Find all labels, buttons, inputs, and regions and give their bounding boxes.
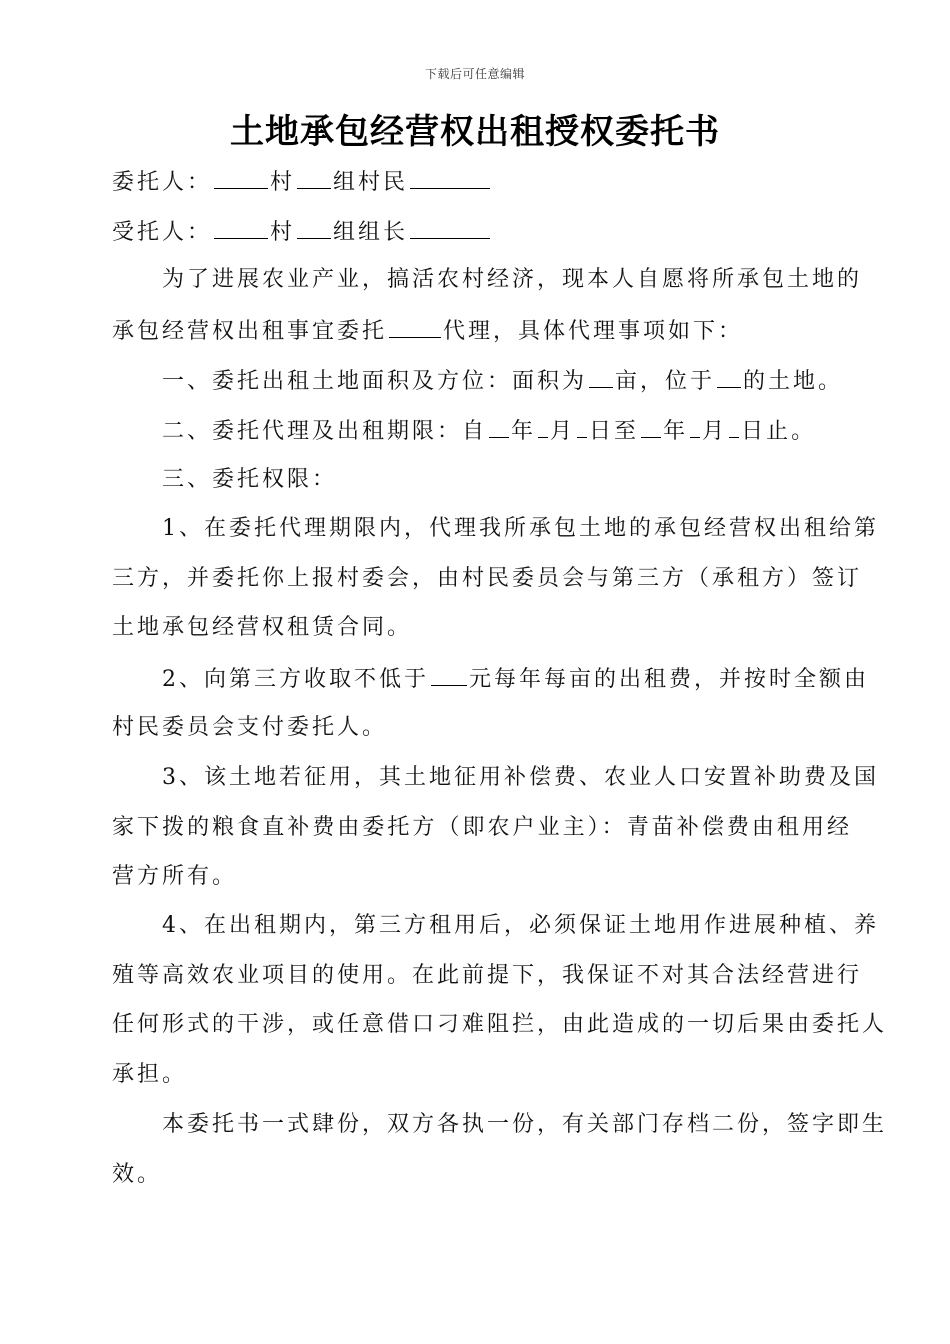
agent-name-blank[interactable]: [410, 216, 490, 239]
agent-line: [112, 216, 852, 248]
p2-line-2: 村民委员会支付委托人。: [112, 715, 388, 740]
p4-line-1: 4、在出租期内，第三方租用后，必须保证土地用作进展种植、养: [162, 913, 879, 938]
rent-blank[interactable]: [431, 663, 467, 686]
item-2-e: 年: [663, 419, 689, 444]
p4-line-3: 任何形式的干涉，或任意借口刁难阻拦，由此造成的一切后果由委托人: [112, 1012, 888, 1037]
item-1-c: 的土地。: [743, 369, 844, 394]
principal-label: 委托人：: [112, 170, 213, 195]
closing-line-2: 效。: [112, 1162, 163, 1187]
principal-name-blank[interactable]: [410, 166, 490, 189]
item-2-a: 二、委托代理及出租期限：自: [162, 419, 488, 444]
principal-village-blank[interactable]: [214, 166, 268, 189]
item-2-d: 日至: [589, 419, 640, 444]
item-1-a: 一、委托出租土地面积及方位：面积为: [162, 369, 588, 394]
start-day-blank[interactable]: [577, 415, 587, 438]
start-month-blank[interactable]: [538, 415, 548, 438]
p3-line-1: 3、该土地若征用，其土地征用补偿费、农业人口安置补助费及国: [162, 765, 879, 790]
area-blank[interactable]: [589, 365, 613, 388]
start-year-blank[interactable]: [489, 415, 509, 438]
intro-line-2-b: 代理，具体代理事项如下：: [443, 319, 744, 344]
p3-line-3: 营方所有。: [112, 864, 238, 889]
item-2-f: 月: [702, 419, 728, 444]
p3-line-2: 家下拨的粮食直补费由委托方（即农户业主）：青苗补偿费由租用经: [112, 815, 852, 840]
end-year-blank[interactable]: [641, 415, 661, 438]
intro-line-2-a: 承包经营权出租事宜委托: [112, 319, 388, 344]
end-month-blank[interactable]: [690, 415, 700, 438]
location-blank[interactable]: [717, 365, 741, 388]
principal-village-label: 村: [270, 170, 296, 195]
header-note: 下载后可任意编辑: [424, 67, 525, 81]
item-2: [162, 415, 852, 447]
item-1-b: 亩，位于: [615, 369, 716, 394]
p1-line-1: 1、在委托代理期限内，代理我所承包土地的承包经营权出租给第: [162, 516, 879, 541]
agent-group-label: 组组长: [333, 220, 409, 245]
p1-line-2: 三方，并委托你上报村委会，由村民委员会与第三方（承租方）签订: [112, 566, 863, 591]
item-2-b: 年: [511, 419, 537, 444]
p2-line-1: [162, 663, 870, 695]
p2-line-1-a: 2、向第三方收取不低于: [162, 667, 429, 692]
agent-group-blank[interactable]: [297, 216, 331, 239]
item-2-c: 月: [550, 419, 576, 444]
agent-label: 受托人：: [112, 220, 213, 245]
item-3: 三、委托权限：: [162, 467, 338, 492]
intro-line-1: 为了进展农业产业，搞活农村经济，现本人自愿将所承包土地的: [162, 267, 863, 292]
principal-group-label: 组村民: [333, 170, 409, 195]
agent-blank[interactable]: [389, 315, 441, 338]
p2-line-1-b: 元每年每亩的出租费，并按时全额由: [469, 667, 870, 692]
end-day-blank[interactable]: [729, 415, 739, 438]
item-1: [162, 365, 852, 397]
closing-line-1: 本委托书一式肆份，双方各执一份，有关部门存档二份，签字即生: [162, 1112, 888, 1137]
principal-line: [112, 166, 852, 198]
intro-line-2: [112, 315, 852, 347]
agent-village-label: 村: [270, 220, 296, 245]
page-title: 土地承包经营权出租授权委托书: [230, 112, 720, 152]
item-2-g: 日止。: [741, 419, 817, 444]
principal-group-blank[interactable]: [297, 166, 331, 189]
p1-line-3: 土地承包经营权租赁合同。: [112, 615, 413, 640]
p4-line-4: 承担。: [112, 1062, 188, 1087]
p4-line-2: 殖等高效农业项目的使用。在此前提下，我保证不对其合法经营进行: [112, 963, 863, 988]
agent-village-blank[interactable]: [214, 216, 268, 239]
